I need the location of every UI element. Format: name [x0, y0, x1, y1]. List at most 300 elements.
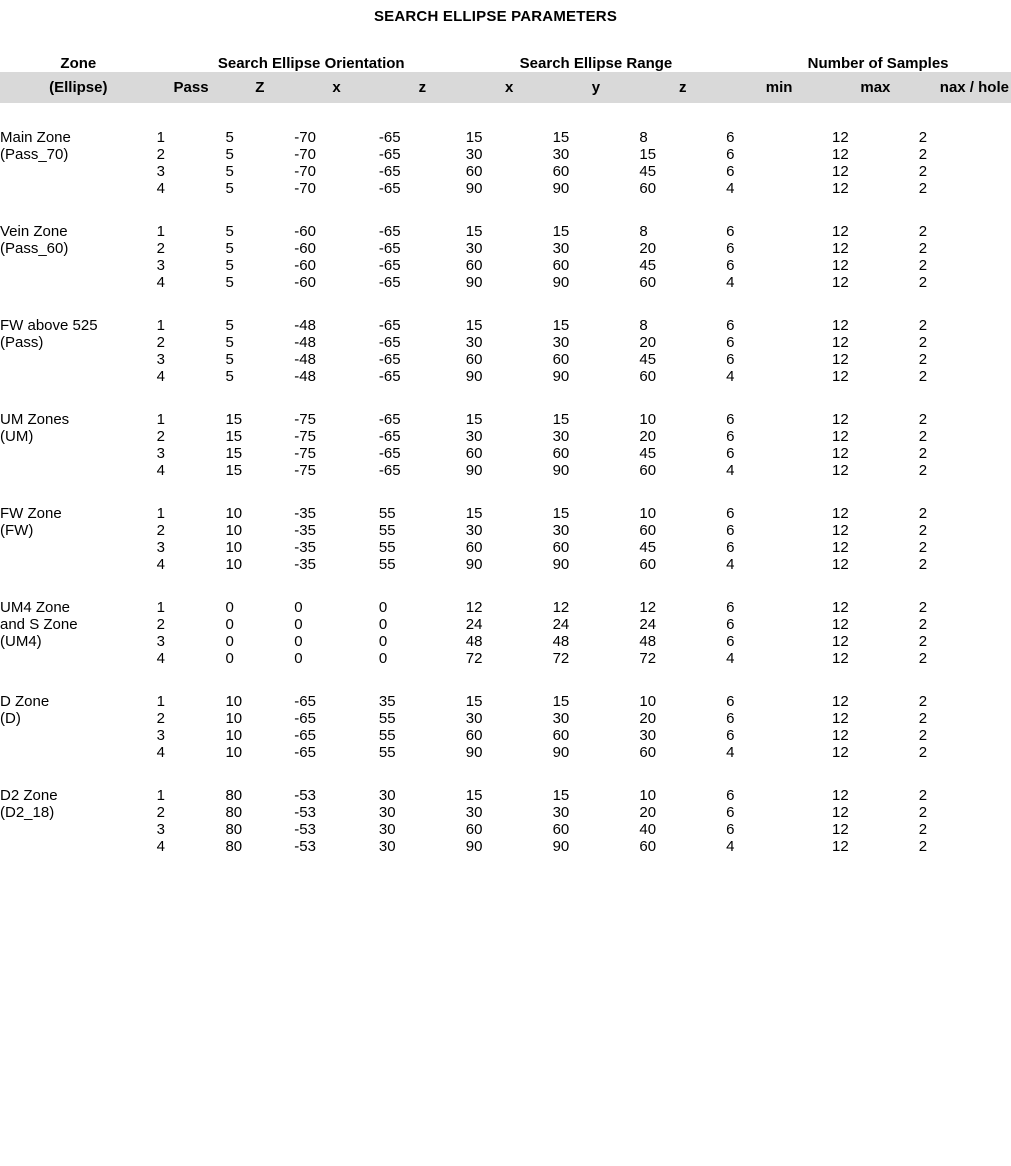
cell-pass: 4 [156, 462, 165, 479]
cell-range-z: 10 [639, 505, 657, 522]
sub-header-pass: Pass [157, 72, 226, 103]
zone-label: Main Zone [0, 129, 71, 146]
cell-orientation-x: -35 [294, 539, 316, 556]
zone-label [0, 650, 157, 667]
group-header-range: Search Ellipse Range [519, 55, 673, 72]
table-row [0, 556, 1011, 573]
cell-orientation-z2: -65 [378, 428, 401, 445]
cell-range-z: 20 [639, 240, 657, 257]
cell-range-z: 60 [639, 838, 657, 855]
cell-range-y: 60 [552, 445, 570, 462]
zone-label: (Pass) [0, 334, 44, 351]
cell-orientation-z: 80 [225, 787, 243, 804]
cell-samples-min: 6 [726, 445, 735, 462]
cell-orientation-z2: 55 [378, 539, 396, 556]
cell-orientation-z2: 30 [378, 821, 396, 838]
cell-samples-min: 4 [726, 462, 735, 479]
cell-orientation-x: -65 [294, 710, 316, 727]
cell-range-x: 60 [465, 727, 483, 744]
cell-samples-min: 6 [726, 223, 735, 240]
cell-range-y: 15 [552, 505, 570, 522]
zone-label [0, 274, 157, 291]
cell-samples-min: 6 [726, 539, 735, 556]
table-row [0, 317, 1011, 334]
cell-pass: 1 [156, 693, 165, 710]
cell-pass: 4 [156, 180, 165, 197]
zone-label [0, 838, 157, 855]
cell-range-y: 30 [552, 522, 570, 539]
band-spacer [0, 573, 1011, 599]
cell-pass: 3 [156, 257, 165, 274]
sub-header-orientation-x: x [294, 72, 379, 103]
cell-nax-per-hole: 2 [918, 317, 928, 334]
cell-range-z: 30 [639, 727, 657, 744]
cell-pass: 4 [156, 650, 165, 667]
cell-samples-min: 4 [726, 838, 735, 855]
cell-pass: 3 [156, 633, 165, 650]
cell-range-x: 90 [465, 744, 483, 761]
cell-pass: 1 [156, 317, 165, 334]
cell-samples-min: 6 [726, 821, 735, 838]
cell-range-x: 60 [465, 163, 483, 180]
cell-samples-max: 12 [832, 274, 849, 291]
zone-label [0, 180, 157, 197]
cell-range-x: 15 [465, 693, 483, 710]
cell-samples-max: 12 [832, 522, 849, 539]
cell-range-y: 30 [552, 146, 570, 163]
cell-pass: 4 [156, 744, 165, 761]
cell-range-x: 30 [465, 146, 483, 163]
table-row [0, 787, 1011, 804]
zone-label [0, 368, 157, 385]
cell-orientation-z: 80 [225, 821, 243, 838]
sub-header-row [0, 72, 1011, 103]
cell-range-y: 60 [552, 257, 570, 274]
cell-samples-max: 12 [832, 787, 849, 804]
cell-samples-min: 4 [726, 274, 735, 291]
cell-range-z: 60 [639, 180, 657, 197]
cell-pass: 1 [156, 505, 165, 522]
cell-nax-per-hole: 2 [918, 821, 928, 838]
cell-orientation-z: 5 [225, 274, 234, 291]
zone-label [0, 445, 157, 462]
cell-orientation-x: -65 [294, 744, 316, 761]
table-row [0, 257, 1011, 274]
cell-samples-max: 12 [832, 744, 849, 761]
cell-orientation-z2: 55 [378, 556, 396, 573]
cell-samples-min: 6 [726, 522, 735, 539]
cell-range-z: 60 [639, 274, 657, 291]
zone-label: (D) [0, 710, 21, 727]
cell-range-z: 45 [639, 539, 657, 556]
cell-samples-max: 12 [832, 163, 849, 180]
cell-pass: 1 [156, 223, 165, 240]
cell-range-x: 30 [465, 710, 483, 727]
cell-orientation-z: 80 [225, 804, 243, 821]
zone-label: (FW) [0, 522, 34, 539]
cell-orientation-x: -53 [294, 804, 316, 821]
table-row [0, 428, 1011, 445]
page-title: SEARCH ELLIPSE PARAMETERS [373, 8, 618, 25]
band-spacer-cell [0, 667, 1011, 693]
cell-orientation-x: -70 [294, 146, 316, 163]
table-row [0, 505, 1011, 522]
cell-pass: 2 [156, 334, 165, 351]
cell-pass: 3 [156, 445, 165, 462]
cell-pass: 3 [156, 821, 165, 838]
cell-nax-per-hole: 2 [918, 163, 928, 180]
cell-range-y: 60 [552, 727, 570, 744]
cell-orientation-x: -60 [294, 223, 316, 240]
cell-orientation-x: -60 [294, 257, 316, 274]
cell-pass: 2 [156, 710, 165, 727]
cell-range-x: 48 [465, 633, 483, 650]
cell-orientation-z: 10 [225, 522, 243, 539]
cell-range-z: 8 [639, 317, 648, 334]
cell-nax-per-hole: 2 [918, 129, 928, 146]
cell-range-x: 90 [465, 556, 483, 573]
cell-range-x: 60 [465, 257, 483, 274]
cell-orientation-z2: 0 [378, 650, 388, 667]
cell-orientation-z: 10 [225, 539, 243, 556]
cell-range-x: 90 [465, 368, 483, 385]
cell-range-x: 60 [465, 445, 483, 462]
cell-pass: 3 [156, 351, 165, 368]
cell-pass: 2 [156, 522, 165, 539]
table-row [0, 599, 1011, 616]
cell-range-y: 90 [552, 556, 570, 573]
cell-orientation-x: -53 [294, 838, 316, 855]
cell-orientation-x: -75 [294, 411, 316, 428]
table-row [0, 146, 1011, 163]
cell-range-x: 30 [465, 240, 483, 257]
band-spacer-cell [0, 761, 1011, 787]
cell-orientation-z: 0 [225, 650, 234, 667]
cell-pass: 2 [156, 146, 165, 163]
cell-orientation-x: -65 [294, 727, 316, 744]
cell-samples-min: 6 [726, 411, 735, 428]
cell-range-x: 30 [465, 428, 483, 445]
cell-orientation-z2: -65 [378, 274, 401, 291]
zone-label [0, 539, 157, 556]
band-spacer-cell [0, 103, 1011, 129]
table-row [0, 744, 1011, 761]
cell-samples-max: 12 [832, 368, 849, 385]
table-row [0, 274, 1011, 291]
cell-samples-min: 6 [726, 616, 735, 633]
cell-pass: 4 [156, 838, 165, 855]
cell-orientation-z2: -65 [378, 180, 401, 197]
cell-nax-per-hole: 2 [918, 257, 928, 274]
cell-orientation-z: 10 [225, 693, 243, 710]
cell-range-x: 90 [465, 462, 483, 479]
cell-pass: 4 [156, 556, 165, 573]
cell-pass: 3 [156, 539, 165, 556]
cell-range-z: 48 [639, 633, 657, 650]
cell-range-y: 90 [552, 462, 570, 479]
band-spacer [0, 761, 1011, 787]
band-spacer [0, 385, 1011, 411]
cell-samples-max: 12 [832, 556, 849, 573]
zone-label [0, 727, 157, 744]
zone-label: Vein Zone [0, 223, 68, 240]
cell-samples-max: 12 [832, 129, 849, 146]
cell-samples-min: 4 [726, 744, 735, 761]
cell-range-x: 60 [465, 821, 483, 838]
cell-nax-per-hole: 2 [918, 462, 928, 479]
cell-orientation-z2: 30 [378, 838, 396, 855]
cell-samples-max: 12 [832, 411, 849, 428]
cell-orientation-z2: 55 [378, 727, 396, 744]
cell-range-z: 40 [639, 821, 657, 838]
cell-samples-min: 6 [726, 351, 735, 368]
cell-samples-min: 6 [726, 804, 735, 821]
cell-nax-per-hole: 2 [918, 539, 928, 556]
zone-label: and S Zone [0, 616, 78, 633]
cell-orientation-z2: 30 [378, 787, 396, 804]
cell-range-x: 72 [465, 650, 483, 667]
cell-nax-per-hole: 2 [918, 428, 928, 445]
band-spacer [0, 197, 1011, 223]
cell-samples-min: 6 [726, 599, 735, 616]
cell-orientation-x: -53 [294, 787, 316, 804]
table-row [0, 180, 1011, 197]
cell-range-y: 90 [552, 838, 570, 855]
cell-orientation-x: 0 [294, 633, 303, 650]
cell-range-z: 60 [639, 522, 657, 539]
cell-orientation-z2: -65 [378, 129, 401, 146]
sub-header-min: min [726, 72, 832, 103]
cell-range-z: 24 [639, 616, 657, 633]
table-row [0, 240, 1011, 257]
cell-range-z: 20 [639, 428, 657, 445]
cell-nax-per-hole: 2 [918, 240, 928, 257]
cell-range-x: 30 [465, 334, 483, 351]
cell-range-z: 60 [639, 556, 657, 573]
cell-nax-per-hole: 2 [918, 223, 928, 240]
cell-samples-min: 6 [726, 334, 735, 351]
cell-nax-per-hole: 2 [918, 522, 928, 539]
cell-samples-min: 4 [726, 368, 735, 385]
cell-range-x: 90 [465, 274, 483, 291]
cell-nax-per-hole: 2 [918, 693, 928, 710]
sub-header-range-x: x [466, 72, 553, 103]
cell-samples-max: 12 [832, 505, 849, 522]
cell-orientation-z: 0 [225, 599, 234, 616]
cell-orientation-x: -65 [294, 693, 316, 710]
cell-orientation-z: 10 [225, 727, 243, 744]
cell-pass: 2 [156, 240, 165, 257]
sub-header-range-y: y [553, 72, 640, 103]
cell-samples-max: 12 [832, 428, 849, 445]
cell-orientation-x: -35 [294, 522, 316, 539]
cell-orientation-z: 15 [225, 411, 243, 428]
zone-label [0, 257, 157, 274]
sub-header-orientation-z: Z [225, 72, 294, 103]
band-spacer [0, 667, 1011, 693]
cell-pass: 1 [156, 129, 165, 146]
cell-orientation-z: 80 [225, 838, 243, 855]
cell-range-z: 15 [639, 146, 657, 163]
cell-orientation-x: -35 [294, 556, 316, 573]
group-header-zone: Zone [60, 55, 97, 72]
cell-range-z: 45 [639, 351, 657, 368]
cell-orientation-z2: -65 [378, 445, 401, 462]
cell-range-x: 15 [465, 129, 483, 146]
cell-nax-per-hole: 2 [918, 146, 928, 163]
cell-range-y: 90 [552, 744, 570, 761]
cell-samples-min: 6 [726, 693, 735, 710]
cell-range-z: 10 [639, 787, 657, 804]
cell-range-y: 60 [552, 539, 570, 556]
cell-nax-per-hole: 2 [918, 505, 928, 522]
cell-orientation-x: -48 [294, 351, 316, 368]
cell-orientation-x: -75 [294, 445, 316, 462]
cell-samples-max: 12 [832, 240, 849, 257]
cell-range-y: 48 [552, 633, 570, 650]
cell-pass: 4 [156, 274, 165, 291]
cell-orientation-z2: -65 [378, 368, 401, 385]
cell-samples-max: 12 [832, 317, 849, 334]
cell-orientation-z2: 55 [378, 505, 396, 522]
zone-label [0, 163, 157, 180]
cell-pass: 2 [156, 804, 165, 821]
cell-range-y: 15 [552, 693, 570, 710]
table-row [0, 693, 1011, 710]
table-row [0, 522, 1011, 539]
cell-nax-per-hole: 2 [918, 804, 928, 821]
band-spacer-cell [0, 197, 1011, 223]
cell-nax-per-hole: 2 [918, 599, 928, 616]
cell-range-y: 15 [552, 223, 570, 240]
cell-orientation-z: 5 [225, 163, 234, 180]
cell-pass: 1 [156, 787, 165, 804]
cell-samples-max: 12 [832, 804, 849, 821]
cell-orientation-z: 5 [225, 317, 234, 334]
cell-range-y: 60 [552, 821, 570, 838]
cell-orientation-z: 10 [225, 556, 243, 573]
cell-nax-per-hole: 2 [918, 616, 928, 633]
zone-label: (Pass_70) [0, 146, 69, 163]
cell-nax-per-hole: 2 [918, 838, 928, 855]
cell-samples-max: 12 [832, 633, 849, 650]
cell-samples-max: 12 [832, 223, 849, 240]
cell-samples-max: 12 [832, 650, 849, 667]
cell-orientation-z2: -65 [378, 163, 401, 180]
table-row [0, 351, 1011, 368]
cell-orientation-z: 5 [225, 223, 234, 240]
cell-samples-min: 6 [726, 787, 735, 804]
cell-samples-min: 6 [726, 146, 735, 163]
cell-range-x: 90 [465, 838, 483, 855]
cell-orientation-z2: -65 [378, 411, 401, 428]
cell-range-y: 90 [552, 180, 570, 197]
table-row [0, 334, 1011, 351]
cell-orientation-z2: 0 [378, 633, 388, 650]
cell-samples-max: 12 [832, 821, 849, 838]
cell-orientation-z: 5 [225, 180, 234, 197]
cell-samples-max: 12 [832, 727, 849, 744]
cell-range-z: 20 [639, 710, 657, 727]
cell-range-x: 60 [465, 351, 483, 368]
cell-orientation-x: -70 [294, 129, 316, 146]
cell-samples-max: 12 [832, 693, 849, 710]
cell-orientation-z2: 55 [378, 522, 396, 539]
cell-orientation-z2: 0 [378, 616, 388, 633]
cell-samples-min: 4 [726, 556, 735, 573]
cell-range-y: 30 [552, 710, 570, 727]
table-row [0, 616, 1011, 633]
cell-samples-min: 6 [726, 428, 735, 445]
cell-orientation-z2: 0 [378, 599, 388, 616]
cell-samples-max: 12 [832, 146, 849, 163]
cell-range-y: 15 [552, 411, 570, 428]
table-row [0, 129, 1011, 146]
table-row [0, 710, 1011, 727]
zone-label: (Pass_60) [0, 240, 69, 257]
cell-orientation-z2: -65 [378, 317, 401, 334]
cell-samples-max: 12 [832, 462, 849, 479]
cell-samples-min: 6 [726, 240, 735, 257]
cell-orientation-x: -53 [294, 821, 316, 838]
cell-nax-per-hole: 2 [918, 351, 928, 368]
cell-range-y: 30 [552, 428, 570, 445]
zone-label: (D2_18) [0, 804, 55, 821]
band-spacer [0, 291, 1011, 317]
table-row [0, 223, 1011, 240]
cell-range-z: 20 [639, 334, 657, 351]
cell-orientation-z: 10 [225, 710, 243, 727]
zone-label: FW above 525 [0, 317, 98, 334]
cell-samples-max: 12 [832, 838, 849, 855]
cell-range-x: 15 [465, 317, 483, 334]
cell-orientation-z2: -65 [378, 351, 401, 368]
cell-nax-per-hole: 2 [918, 274, 928, 291]
zone-label: (UM4) [0, 633, 42, 650]
cell-orientation-z: 5 [225, 146, 234, 163]
cell-orientation-z2: -65 [378, 223, 401, 240]
table-row [0, 539, 1011, 556]
zone-label: FW Zone [0, 505, 62, 522]
cell-range-z: 45 [639, 257, 657, 274]
cell-range-x: 15 [465, 223, 483, 240]
cell-range-z: 20 [639, 804, 657, 821]
group-header-row [0, 55, 1011, 72]
cell-orientation-x: -70 [294, 163, 316, 180]
cell-range-y: 90 [552, 368, 570, 385]
cell-orientation-z: 5 [225, 240, 234, 257]
cell-nax-per-hole: 2 [918, 368, 928, 385]
cell-range-y: 30 [552, 240, 570, 257]
cell-range-x: 24 [465, 616, 483, 633]
zone-label [0, 744, 157, 761]
cell-samples-max: 12 [832, 257, 849, 274]
table-header [0, 55, 1011, 103]
cell-orientation-z2: -65 [378, 240, 401, 257]
cell-orientation-x: -60 [294, 240, 316, 257]
cell-orientation-z: 10 [225, 744, 243, 761]
cell-nax-per-hole: 2 [918, 633, 928, 650]
cell-range-z: 60 [639, 368, 657, 385]
group-header-samples: Number of Samples [807, 55, 949, 72]
cell-orientation-z: 5 [225, 368, 234, 385]
cell-orientation-z2: 30 [378, 804, 396, 821]
cell-orientation-z: 5 [225, 257, 234, 274]
table-row [0, 727, 1011, 744]
cell-range-z: 60 [639, 462, 657, 479]
band-spacer [0, 103, 1011, 129]
cell-pass: 3 [156, 163, 165, 180]
